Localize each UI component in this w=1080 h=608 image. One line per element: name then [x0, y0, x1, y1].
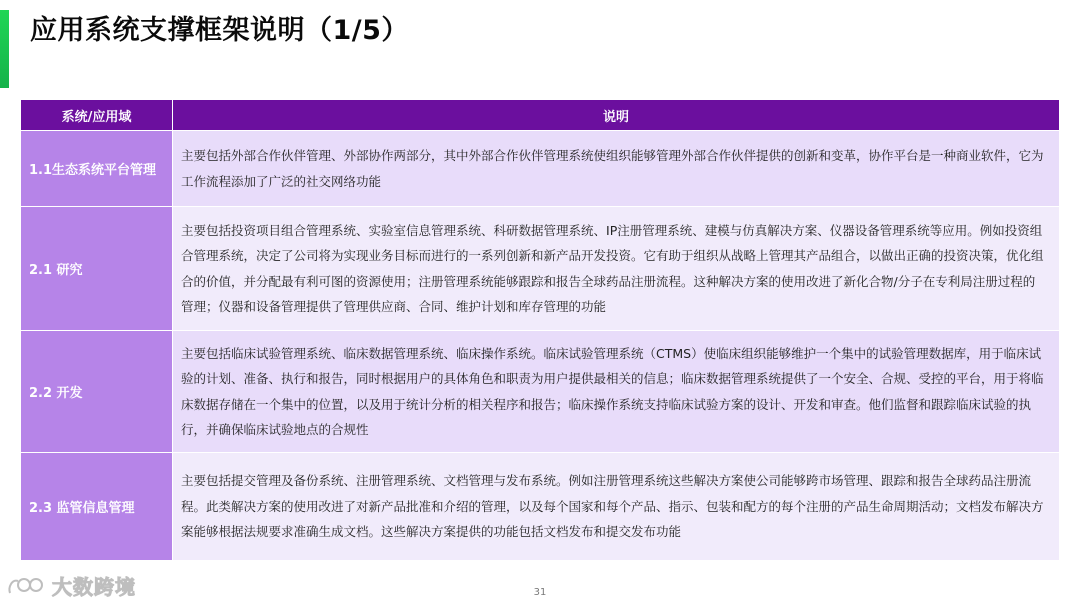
framework-table [20, 99, 1060, 561]
framework-table-container [20, 99, 1060, 561]
title-accent-bar [0, 10, 9, 88]
row-description-cell: 主要包括提交管理及备份系统、注册管理系统、文档管理与发布系统。例如注册管理系统这些解决方案使公司能够跨市场管理、跟踪和报告全球药品注册流程。此类解决方案的使用改进了对新产品批准和介绍的管理，以及每个国家和每个产品、指示、包装和配方的每个注册的产品生命周期活动；文档发布解决方案能够根据法规要求准确生成文档。这些解决方案提供的功能包括文档发布和提交发布功能 [173, 453, 1060, 561]
row-domain-cell: 2.1 研究 [21, 207, 173, 331]
row-description-cell: 主要包括临床试验管理系统、临床数据管理系统、临床操作系统。临床试验管理系统（CTMS）使临床组织能够维护一个集中的试验管理数据库，用于临床试验的计划、准备、执行和报告，同时根据用户的具体角色和职责为用户提供最相关的信息；临床数据管理系统提供了一个安全、合规、受控的平台，用于将临床数据存储在一个集中的位置，以及用于统计分析的相关程序和报告；临床操作系统支持临床试验方案的设计、开发和审查。他们监督和跟踪临床试验的执行，并确保临床试验地点的合规性 [173, 331, 1060, 453]
table-header-row [21, 100, 1060, 131]
page-title: 应用系统支撑框架说明（1/5） [30, 15, 409, 46]
table-row [21, 331, 1060, 453]
watermark-text: 大数跨境 [52, 575, 136, 599]
row-domain-cell: 1.1生态系统平台管理 [21, 131, 173, 207]
table-row [21, 207, 1060, 331]
row-description-cell: 主要包括外部合作伙伴管理、外部协作两部分，其中外部合作伙伴管理系统使组织能够管理外部合作伙伴提供的创新和变革，协作平台是一种商业软件，它为工作流程添加了广泛的社交网络功能 [173, 131, 1060, 207]
table-row [21, 453, 1060, 561]
header-domain: 系统/应用域 [21, 100, 173, 131]
row-domain-cell: 2.3 监管信息管理 [21, 453, 173, 561]
page-number: 31 [533, 587, 547, 598]
row-domain-cell: 2.2 开发 [21, 331, 173, 453]
row-description-cell: 主要包括投资项目组合管理系统、实验室信息管理系统、科研数据管理系统、IP注册管理系统、建模与仿真解决方案、仪器设备管理系统等应用。例如投资组合管理系统，决定了公司将为实现业务目标而进行的一系列创新和新产品开发投资。它有助于组织从战略上管理其产品组合，以做出正确的投资决策，优化组合的价值，并分配最有利可图的资源使用；注册管理系统能够跟踪和报告全球药品注册流程。这种解决方案的使用改进了新化合物/分子在专利局注册过程的管理；仪器和设备管理提供了管理供应商、合同、维护计划和库存管理的功能 [173, 207, 1060, 331]
table-row [21, 131, 1060, 207]
header-description: 说明 [173, 100, 1060, 131]
